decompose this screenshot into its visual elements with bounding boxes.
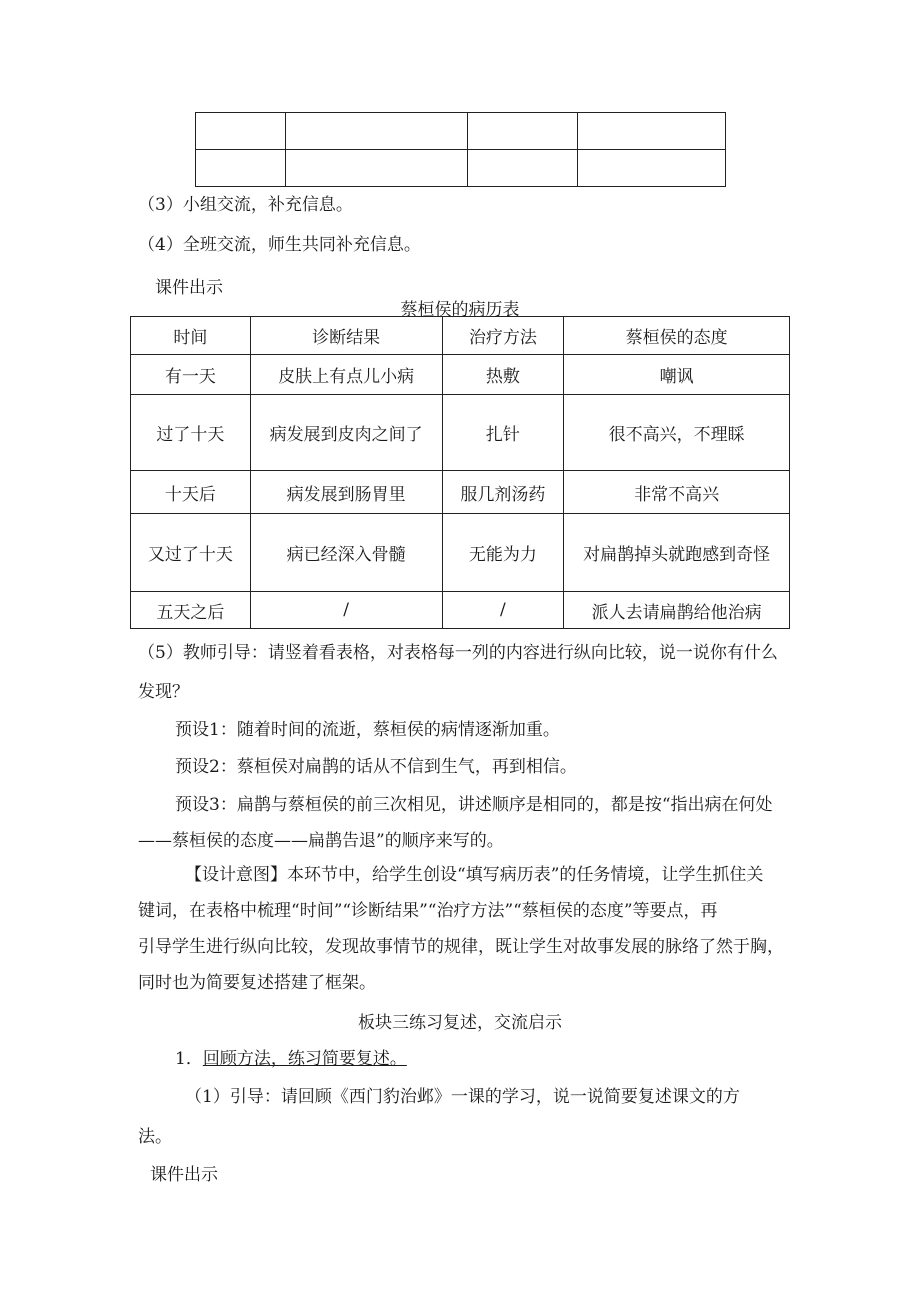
table-header-row: [131, 317, 790, 355]
table-row: [131, 395, 790, 471]
table-cell: 非常不高兴: [564, 471, 790, 514]
table-cell: 派人去请扁鹊给他治病: [564, 592, 790, 629]
top-table-cell: [196, 150, 286, 187]
table-cell: 服几剂汤药: [442, 471, 564, 514]
table-row: [131, 471, 790, 514]
preset-1: 预设1：随着时间的流逝，蔡桓侯的病情逐渐加重。: [175, 720, 560, 740]
table-cell: 热敷: [442, 355, 564, 395]
item-1-text: 回顾方法，练习简要复述。: [202, 1049, 407, 1069]
table-cell: 扎针: [442, 395, 564, 471]
top-table-cell: [285, 113, 468, 150]
section-3-title: 板块三练习复述，交流启示: [358, 1013, 562, 1033]
table-cell: 嘲讽: [564, 355, 790, 395]
table-cell: 病发展到皮肉之间了: [250, 395, 442, 471]
top-table-cell: [468, 150, 578, 187]
top-table-cell: [578, 113, 726, 150]
table-row: [131, 355, 790, 395]
item-1-number: 1．: [175, 1049, 203, 1069]
design-intent-line-3: 引导学生进行纵向比较，发现故事情节的规律，既让学生对故事发展的脉络了然于胸，: [138, 937, 784, 957]
header-cell: 诊断结果: [250, 317, 442, 355]
table-cell: 无能为力: [442, 514, 564, 592]
courseware-label-2: 课件出示: [150, 1165, 218, 1185]
history-table: [130, 316, 790, 629]
step-4: （4）全班交流，师生共同补充信息。: [138, 235, 421, 255]
table-cell: 有一天: [131, 355, 251, 395]
step-3: （3）小组交流，补充信息。: [138, 195, 353, 215]
guide-line-2: 法。: [138, 1127, 172, 1147]
table-cell: 十天后: [131, 471, 251, 514]
table-cell: 过了十天: [131, 395, 251, 471]
design-intent-line-4: 同时也为简要复述搭建了框架。: [138, 973, 376, 993]
design-intent-line-2: 键词，在表格中梳理“时间”“诊断结果”“治疗方法”“蔡桓侯的态度”等要点，再: [138, 901, 718, 921]
top-table-cell: [468, 113, 578, 150]
preset-3-line-2: ——蔡桓侯的态度——扁鹊告退”的顺序来写的。: [138, 831, 504, 851]
top-table: [195, 112, 726, 187]
table-cell: 五天之后: [131, 592, 251, 629]
table-cell: 病已经深入骨髓: [250, 514, 442, 592]
top-table-cell: [196, 113, 286, 150]
top-table-cell: [285, 150, 468, 187]
step-5-line-1: （5）教师引导：请竖着看表格，对表格每一列的内容进行纵向比较，说一说你有什么: [138, 643, 778, 663]
table-title: 蔡桓侯的病历表: [400, 300, 520, 320]
step-5-line-2: 发现？: [138, 682, 189, 702]
header-cell: 时间: [131, 317, 251, 355]
table-cell: 很不高兴，不理睬: [564, 395, 790, 471]
table-row: [131, 514, 790, 592]
table-cell: 皮肤上有点儿小病: [250, 355, 442, 395]
table-cell: /: [442, 592, 564, 629]
preset-3-line-1: 预设3：扁鹊与蔡桓侯的前三次相见，讲述顺序是相同的，都是按“指出病在何处: [175, 795, 773, 815]
guide-line-1: （1）引导：请回顾《西门豹治邺》一课的学习，说一说简要复述课文的方: [185, 1087, 740, 1107]
table-cell: 病发展到肠胃里: [250, 471, 442, 514]
header-cell: 治疗方法: [442, 317, 564, 355]
table-cell: /: [250, 592, 442, 629]
preset-2: 预设2：蔡桓侯对扁鹊的话从不信到生气，再到相信。: [175, 757, 577, 777]
header-cell: 蔡桓侯的态度: [564, 317, 790, 355]
item-1: [175, 1044, 407, 1069]
table-cell: 对扁鹊掉头就跑感到奇怪: [564, 514, 790, 592]
top-table-cell: [578, 150, 726, 187]
table-cell: 又过了十天: [131, 514, 251, 592]
courseware-label: 课件出示: [155, 278, 223, 298]
table-row: [131, 592, 790, 629]
design-intent-line-1: 【设计意图】本环节中，给学生创设“填写病历表”的任务情境，让学生抓住关: [185, 865, 764, 885]
